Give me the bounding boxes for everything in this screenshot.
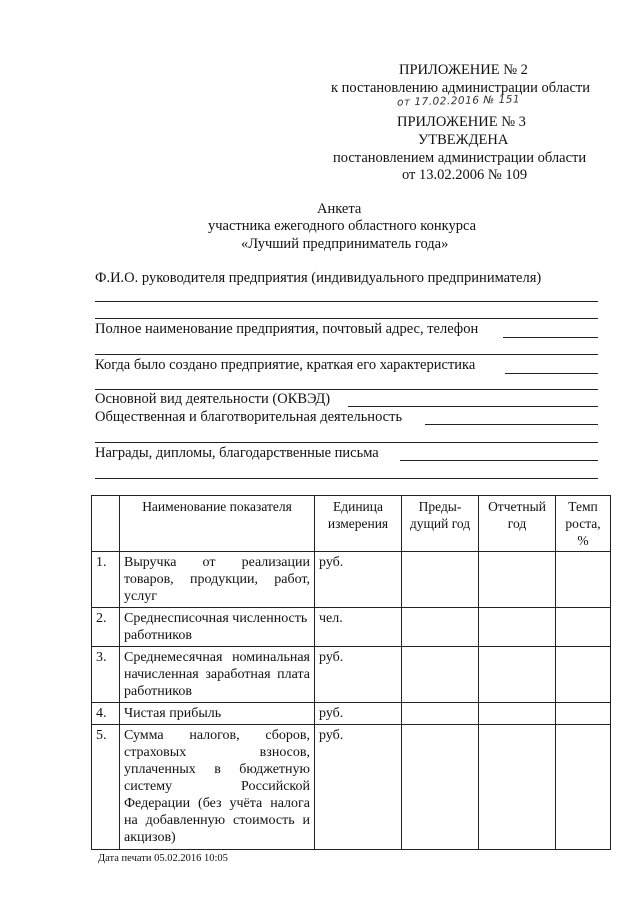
approved-date: от 13.02.2006 № 109 xyxy=(402,167,528,183)
row-num: 3. xyxy=(92,647,120,703)
handwritten-date: от 17.02.2016 № 151 xyxy=(396,93,521,109)
full-name-line-1[interactable] xyxy=(503,337,598,338)
row-report-cell[interactable] xyxy=(479,725,556,850)
row-prev-cell[interactable] xyxy=(402,647,479,703)
row-num: 5. xyxy=(92,725,120,850)
header-prev-year: Преды-дущий год xyxy=(402,496,479,552)
row-rate-cell[interactable] xyxy=(556,552,611,608)
table-header-row xyxy=(92,496,611,552)
header-growth-rate: Темп роста, % xyxy=(556,496,611,552)
form-subtitle: участника ежегодного областного конкурса xyxy=(208,218,477,234)
row-name: Выручка от реализации товаров, продукции, работ, услуг xyxy=(120,552,315,608)
row-prev-cell[interactable] xyxy=(402,703,479,725)
table-row xyxy=(92,703,611,725)
appendix2-subtitle: к постановлению администрации области xyxy=(331,80,591,96)
row-prev-cell[interactable] xyxy=(402,552,479,608)
row-num: 4. xyxy=(92,703,120,725)
table-row xyxy=(92,647,611,703)
social-label: Общественная и благотворительная деятельность xyxy=(95,409,403,425)
social-line-2[interactable] xyxy=(95,442,598,443)
row-rate-cell[interactable] xyxy=(556,608,611,647)
fio-line-2[interactable] xyxy=(95,318,598,319)
table-row xyxy=(92,725,611,850)
fio-label: Ф.И.О. руководителя предприятия (индивидуального предпринимателя) xyxy=(95,270,542,286)
awards-label: Награды, дипломы, благодарственные письма xyxy=(95,445,379,461)
approved-by: постановлением администрации области xyxy=(333,150,587,166)
form-title: Анкета xyxy=(317,201,362,217)
row-prev-cell[interactable] xyxy=(402,608,479,647)
full-name-label: Полное наименование предприятия, почтовый адрес, телефон xyxy=(95,321,479,337)
table-row xyxy=(92,552,611,608)
okved-label: Основной вид деятельности (ОКВЭД) xyxy=(95,391,331,407)
header-num xyxy=(92,496,120,552)
row-name: Среднемесячная номинальная начисленная заработная плата работников xyxy=(120,647,315,703)
row-num: 2. xyxy=(92,608,120,647)
okved-line[interactable] xyxy=(348,406,598,407)
row-unit: руб. xyxy=(315,703,402,725)
row-unit: руб. xyxy=(315,552,402,608)
row-report-cell[interactable] xyxy=(479,703,556,725)
row-unit: руб. xyxy=(315,647,402,703)
appendix2-title: ПРИЛОЖЕНИЕ № 2 xyxy=(399,62,528,78)
row-num: 1. xyxy=(92,552,120,608)
row-rate-cell[interactable] xyxy=(556,703,611,725)
header-unit: Единица измерения xyxy=(315,496,402,552)
approved-label: УТВЕЖДЕНА xyxy=(418,132,509,148)
row-report-cell[interactable] xyxy=(479,647,556,703)
appendix3-title: ПРИЛОЖЕНИЕ № 3 xyxy=(397,114,526,130)
row-report-cell[interactable] xyxy=(479,552,556,608)
header-report-year: Отчетный год xyxy=(479,496,556,552)
print-date: Дата печати 05.02.2016 10:05 xyxy=(98,853,228,864)
header-name: Наименование показателя xyxy=(120,496,315,552)
row-report-cell[interactable] xyxy=(479,608,556,647)
row-name: Чистая прибыль xyxy=(120,703,315,725)
when-created-line-1[interactable] xyxy=(505,373,598,374)
row-unit: руб. xyxy=(315,725,402,850)
row-rate-cell[interactable] xyxy=(556,647,611,703)
table-row xyxy=(92,608,611,647)
row-name: Среднесписочная численность работников xyxy=(120,608,315,647)
when-created-label: Когда было создано предприятие, краткая его характеристика xyxy=(95,357,476,373)
full-name-line-2[interactable] xyxy=(95,354,598,355)
row-unit: чел. xyxy=(315,608,402,647)
social-line-1[interactable] xyxy=(425,424,598,425)
awards-line-2[interactable] xyxy=(95,478,598,479)
fio-line-1[interactable] xyxy=(95,301,598,302)
row-rate-cell[interactable] xyxy=(556,725,611,850)
contest-name: «Лучший предприниматель года» xyxy=(241,236,449,252)
when-created-line-2[interactable] xyxy=(95,389,598,390)
awards-line-1[interactable] xyxy=(400,460,598,461)
row-name: Сумма налогов, сборов, страховых взносов, уплаченных в бюджетную систему Российской Федерации (без учёта налога на добавленную стоимость и акцизов) xyxy=(120,725,315,850)
row-prev-cell[interactable] xyxy=(402,725,479,850)
indicators-table xyxy=(91,495,611,850)
